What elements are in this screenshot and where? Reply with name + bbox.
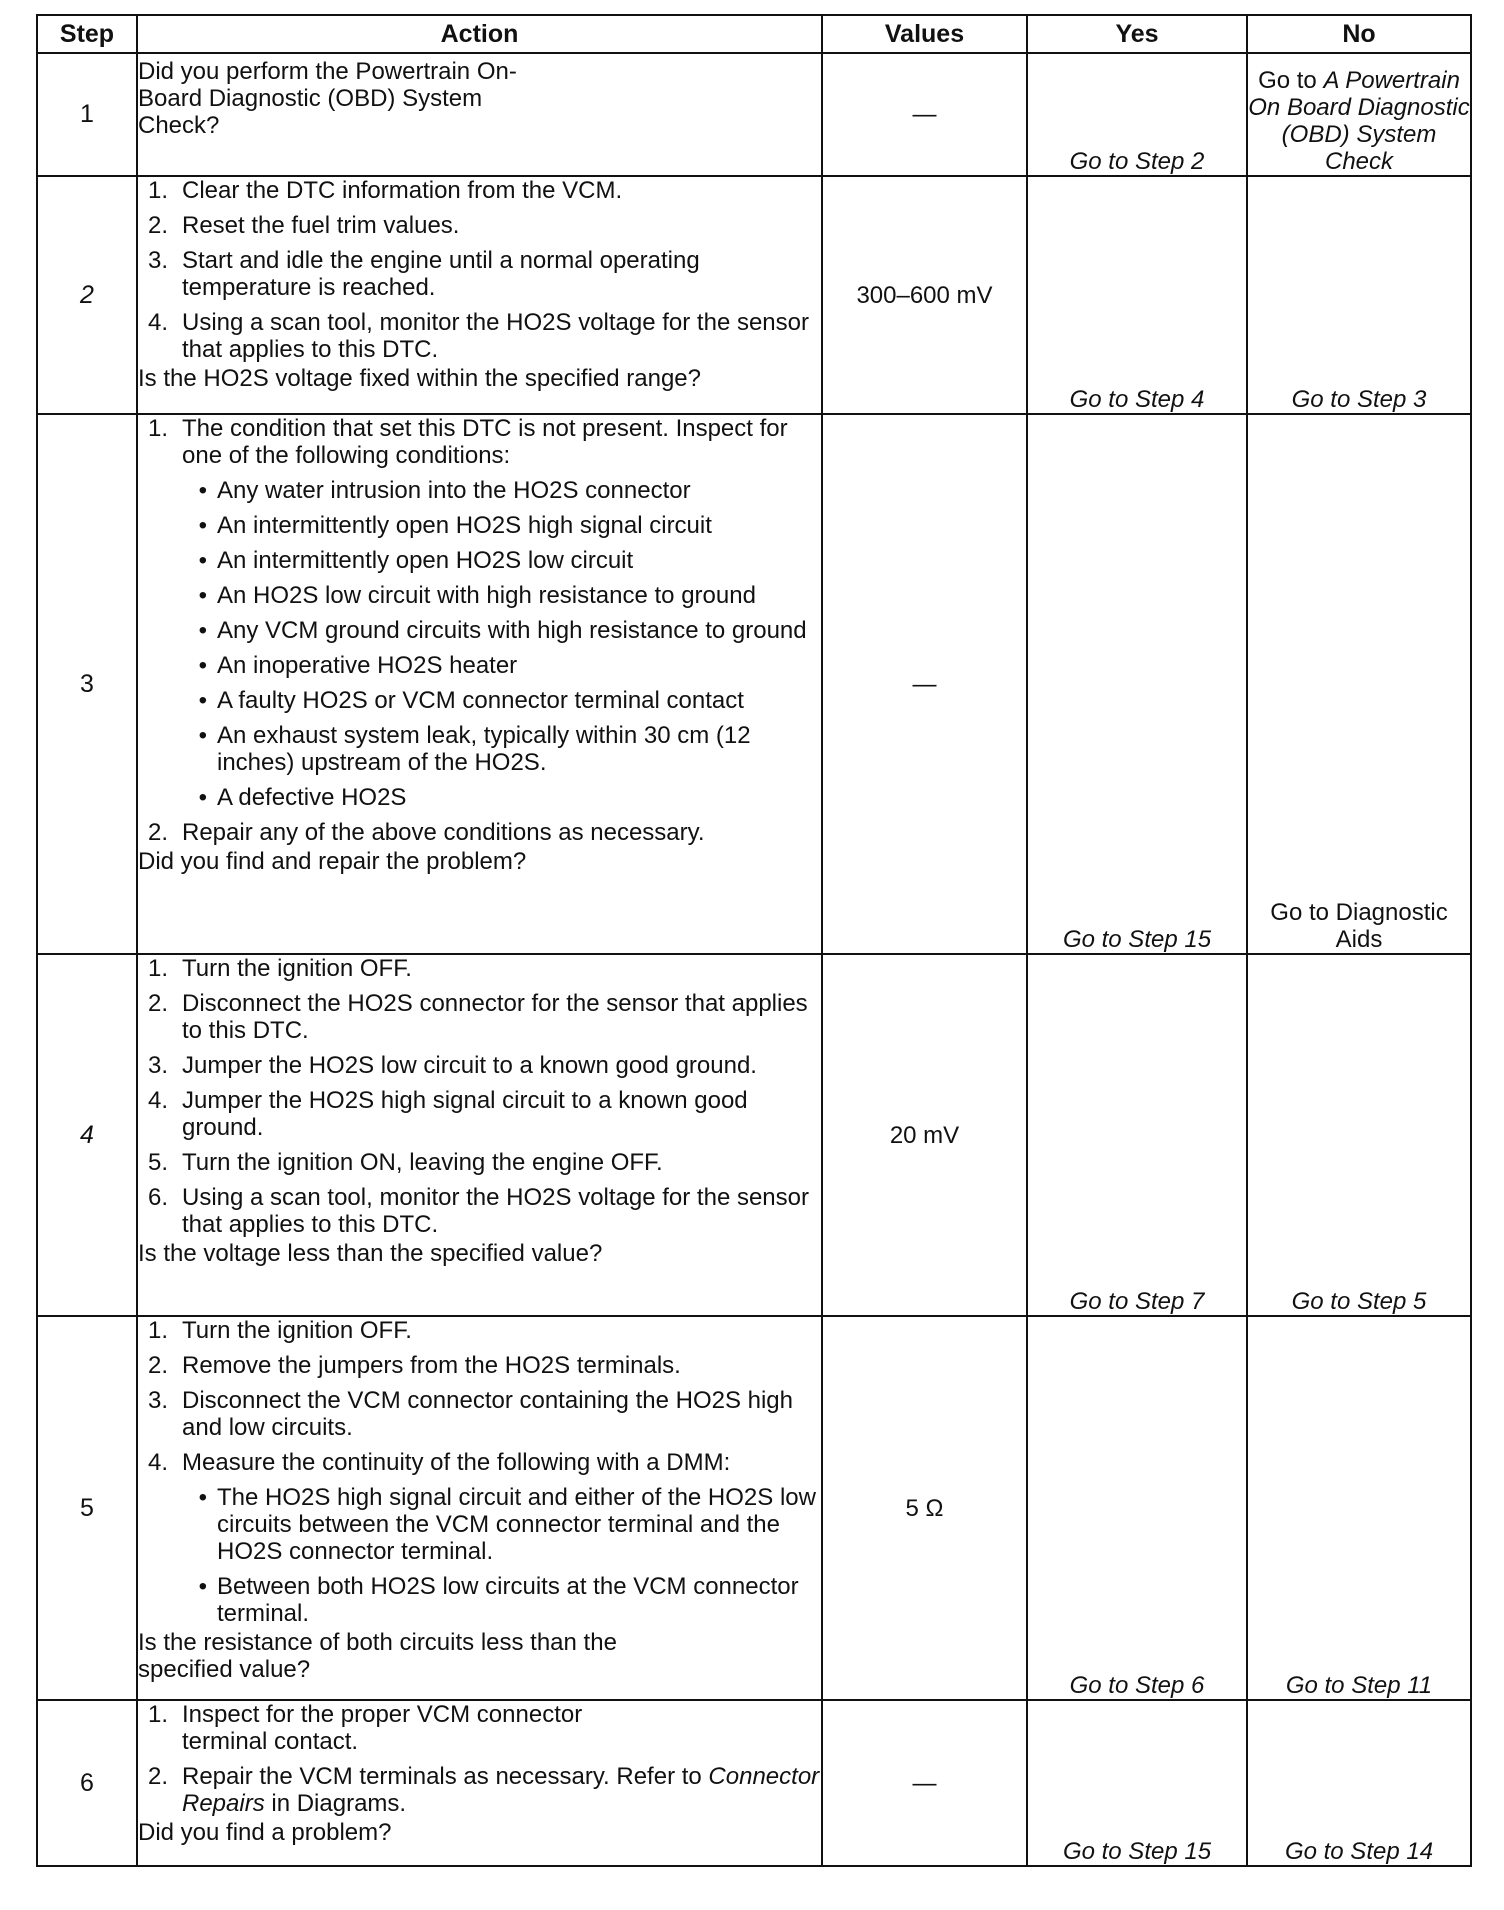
header-step: Step [37,15,137,53]
action-steps [138,955,821,1238]
action-cell [137,176,822,414]
action-steps [138,1701,821,1817]
value-cell: — [822,53,1027,176]
action-steps [138,177,821,363]
value-cell: — [822,1700,1027,1866]
yes-cell: Go to Step 15 [1027,414,1247,954]
header-values: Values [822,15,1027,53]
no-cell: Go to Step 14 [1247,1700,1471,1866]
action-step: 4. Measure the continuity of the following with a DMM: • The HO2S high signal circuit and either of the HO2S low circuits between the VCM connector terminal and the HO2S connector terminal. • Between both HO2S low circuits at the VCM connector terminal. [138,1449,821,1627]
yes-cell: Go to Step 4 [1027,176,1247,414]
action-step: 5. Turn the ignition ON, leaving the engine OFF. [147,1149,663,1176]
table-row-step-1 [37,53,1471,176]
step-number: 4 [37,954,137,1316]
list-item: • An HO2S low circuit with high resistance to ground [198,582,756,609]
yes-cell: Go to Step 2 [1027,53,1247,176]
action-step: 3. Jumper the HO2S low circuit to a known good ground. [147,1052,757,1079]
action-step: 3. Start and idle the engine until a normal operating temperature is reached. [147,247,700,301]
yes-cell: Go to Step 7 [1027,954,1247,1316]
action-step: 2. Repair any of the above conditions as necessary. [147,819,705,846]
measurement-list [182,1484,821,1627]
action-steps [138,1317,821,1627]
list-item: • A faulty HO2S or VCM connector terminal contact [198,687,744,714]
table-row-step-5 [37,1316,1471,1700]
action-step: 1. Turn the ignition OFF. [147,955,412,982]
action-step: 2. Repair the VCM terminals as necessary. Refer to Connector Repairs in Diagrams. [147,1763,820,1817]
no-cell: Go to Step 5 [1247,954,1471,1316]
value-cell: 5 Ω [822,1316,1027,1700]
action-question: Did you perform the Powertrain On-Board Diagnostic (OBD) System Check? [138,58,517,139]
step-number: 5 [37,1316,137,1700]
action-question: Did you find a problem? [138,1819,392,1846]
list-item: • An intermittently open HO2S high signal circuit [198,512,712,539]
header-action: Action [137,15,822,53]
yes-cell: Go to Step 15 [1027,1700,1247,1866]
list-item: • The HO2S high signal circuit and either of the HO2S low circuits between the VCM connector terminal and the HO2S connector terminal. [198,1484,816,1565]
action-step: 2. Remove the jumpers from the HO2S terminals. [147,1352,681,1379]
no-cell [1247,53,1471,176]
value-cell: 20 mV [822,954,1027,1316]
action-step: 2. Disconnect the HO2S connector for the sensor that applies to this DTC. [147,990,808,1044]
list-item: • Between both HO2S low circuits at the VCM connector terminal. [198,1573,799,1627]
no-cell: Go to Step 3 [1247,176,1471,414]
action-step: 4. Jumper the HO2S high signal circuit to a known good ground. [147,1087,748,1141]
no-destination: Go to Diagnostic Aids [1270,899,1448,953]
value-cell: — [822,414,1027,954]
action-step: 4. Using a scan tool, monitor the HO2S voltage for the sensor that applies to this DTC. [147,309,809,363]
action-cell [137,1700,822,1866]
header-no: No [1247,15,1471,53]
no-prefix: Go to [1258,67,1317,94]
header-yes: Yes [1027,15,1247,53]
action-step: 6. Using a scan tool, monitor the HO2S voltage for the sensor that applies to this DTC. [147,1184,809,1238]
no-cell: Go to Step 11 [1247,1316,1471,1700]
action-step: 1. The condition that set this DTC is not present. Inspect for one of the following conditions: • Any water intrusion into the HO2S connector • An intermittently open HO2S high signal circuit • An intermittently open HO2S low circuit • An HO2S low circuit with high resistance to ground • Any VCM ground circuits with high resistance to ground • An inoperative HO2S heater • A faulty HO2S or VCM connector terminal contact • An exhaust system leak, typically within 30 cm (12 inches) upstream of the HO2S. • A defective HO2S [138,415,821,811]
action-step: 2. Reset the fuel trim values. [147,212,460,239]
list-item: • An inoperative HO2S heater [198,652,518,679]
action-step: 1. Clear the DTC information from the VCM. [147,177,623,204]
step-number: 1 [37,53,137,176]
action-cell [137,954,822,1316]
table-row-step-2 [37,176,1471,414]
action-step: 1. Turn the ignition OFF. [147,1317,412,1344]
yes-cell: Go to Step 6 [1027,1316,1247,1700]
step-number: 3 [37,414,137,954]
action-steps [138,415,821,846]
header-row [37,15,1471,53]
action-step: 1. Inspect for the proper VCM connector terminal contact. [147,1701,583,1755]
no-cell [1247,414,1471,954]
diagnostic-table-sheet [36,14,1470,1867]
step-number: 2 [37,176,137,414]
table-row-step-6 [37,1700,1471,1866]
action-step: 3. Disconnect the VCM connector containing the HO2S high and low circuits. [147,1387,794,1441]
list-item: • Any water intrusion into the HO2S connector [198,477,691,504]
value-cell: 300–600 mV [822,176,1027,414]
action-cell [137,414,822,954]
action-question: Did you find and repair the problem? [138,848,527,875]
action-question: Is the voltage less than the specified value? [138,1240,603,1267]
diagnostic-table [36,14,1472,1867]
table-row-step-4 [37,954,1471,1316]
action-cell [137,53,822,176]
action-question: Is the HO2S voltage fixed within the specified range? [138,365,701,392]
step-number: 6 [37,1700,137,1866]
list-item: • An exhaust system leak, typically within 30 cm (12 inches) upstream of the HO2S. [198,722,751,776]
list-item: • A defective HO2S [198,784,407,811]
list-item: • An intermittently open HO2S low circuit [198,547,634,574]
condition-list [182,477,821,811]
connector-repairs-reference: Connector Repairs [182,1763,820,1817]
no-reference: A Powertrain On Board Diagnostic (OBD) System Check [1248,67,1470,175]
table-row-step-3 [37,414,1471,954]
action-question: Is the resistance of both circuits less than the specified value? [138,1629,617,1683]
list-item: • Any VCM ground circuits with high resistance to ground [198,617,807,644]
action-cell [137,1316,822,1700]
